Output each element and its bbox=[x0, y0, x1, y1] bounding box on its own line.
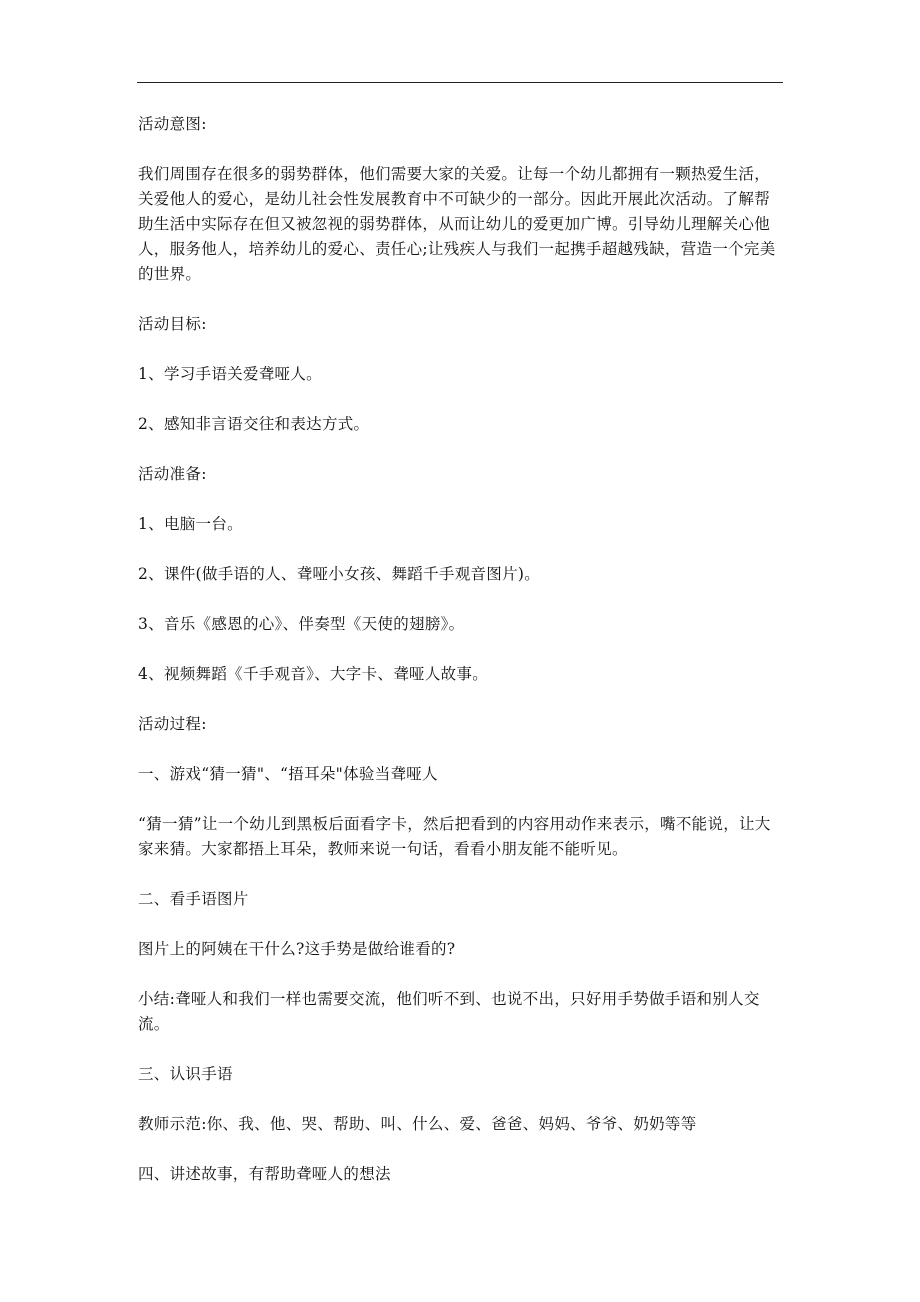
process-step-text: “猜一猜”让一个幼儿到黑板后面看字卡，然后把看到的内容用动作来表示，嘴不能说，让大家来猜。大家都捂上耳朵，教师来说一句话，看看小朋友能不能听见。 bbox=[138, 815, 771, 858]
goal-item: 1、学习手语关爱聋哑人。 bbox=[138, 365, 322, 383]
preparation-item: 1、电脑一台。 bbox=[138, 515, 243, 533]
section-heading-preparation: 活动准备: bbox=[138, 465, 207, 483]
process-step-text: 教师示范:你、我、他、哭、帮助、叫、什么、爱、爸爸、妈妈、爷爷、奶奶等等 bbox=[138, 1115, 697, 1133]
header-rule bbox=[137, 82, 783, 83]
process-step-heading: 一、游戏“猜一猜"、“捂耳朵"体验当聋哑人 bbox=[138, 765, 438, 783]
preparation-item: 2、课件(做手语的人、聋哑小女孩、舞蹈千手观音图片)。 bbox=[138, 565, 541, 583]
preparation-item: 3、音乐《感恩的心》、伴奏型《天使的翅膀》。 bbox=[138, 615, 465, 633]
intent-paragraph: 我们周围存在很多的弱势群体，他们需要大家的关爱。让每一个幼儿都拥有一颗热爱生活，关爱他人的爱心，是幼儿社会性发展教育中不可缺少的一部分。因此开展此次活动。了解帮助生活中实际存在但又被忽视的弱势群体，从而让幼儿的爱更加广博。引导幼儿理解关心他人，服务他人，培养幼儿的爱心、责任心;让残疾人与我们一起携手超越残缺，营造一个完美的世界。 bbox=[138, 165, 776, 283]
process-step-heading: 四、讲述故事，有帮助聋哑人的想法 bbox=[138, 1165, 391, 1183]
section-heading-intent: 活动意图: bbox=[138, 115, 207, 133]
document-body bbox=[138, 112, 784, 1212]
process-step-text: 图片上的阿姨在干什么?这手势是做给谁看的? bbox=[138, 940, 456, 958]
process-step-heading: 三、认识手语 bbox=[138, 1065, 233, 1083]
preparation-item: 4、视频舞蹈《千手观音》、大字卡、聋哑人故事。 bbox=[138, 665, 489, 683]
section-heading-process: 活动过程: bbox=[138, 715, 207, 733]
process-step-text: 小结:聋哑人和我们一样也需要交流，他们听不到、也说不出，只好用手势做手语和别人交流。 bbox=[138, 990, 760, 1033]
process-step-heading: 二、看手语图片 bbox=[138, 890, 249, 908]
goal-item: 2、感知非言语交往和表达方式。 bbox=[138, 415, 370, 433]
section-heading-goals: 活动目标: bbox=[138, 315, 207, 333]
